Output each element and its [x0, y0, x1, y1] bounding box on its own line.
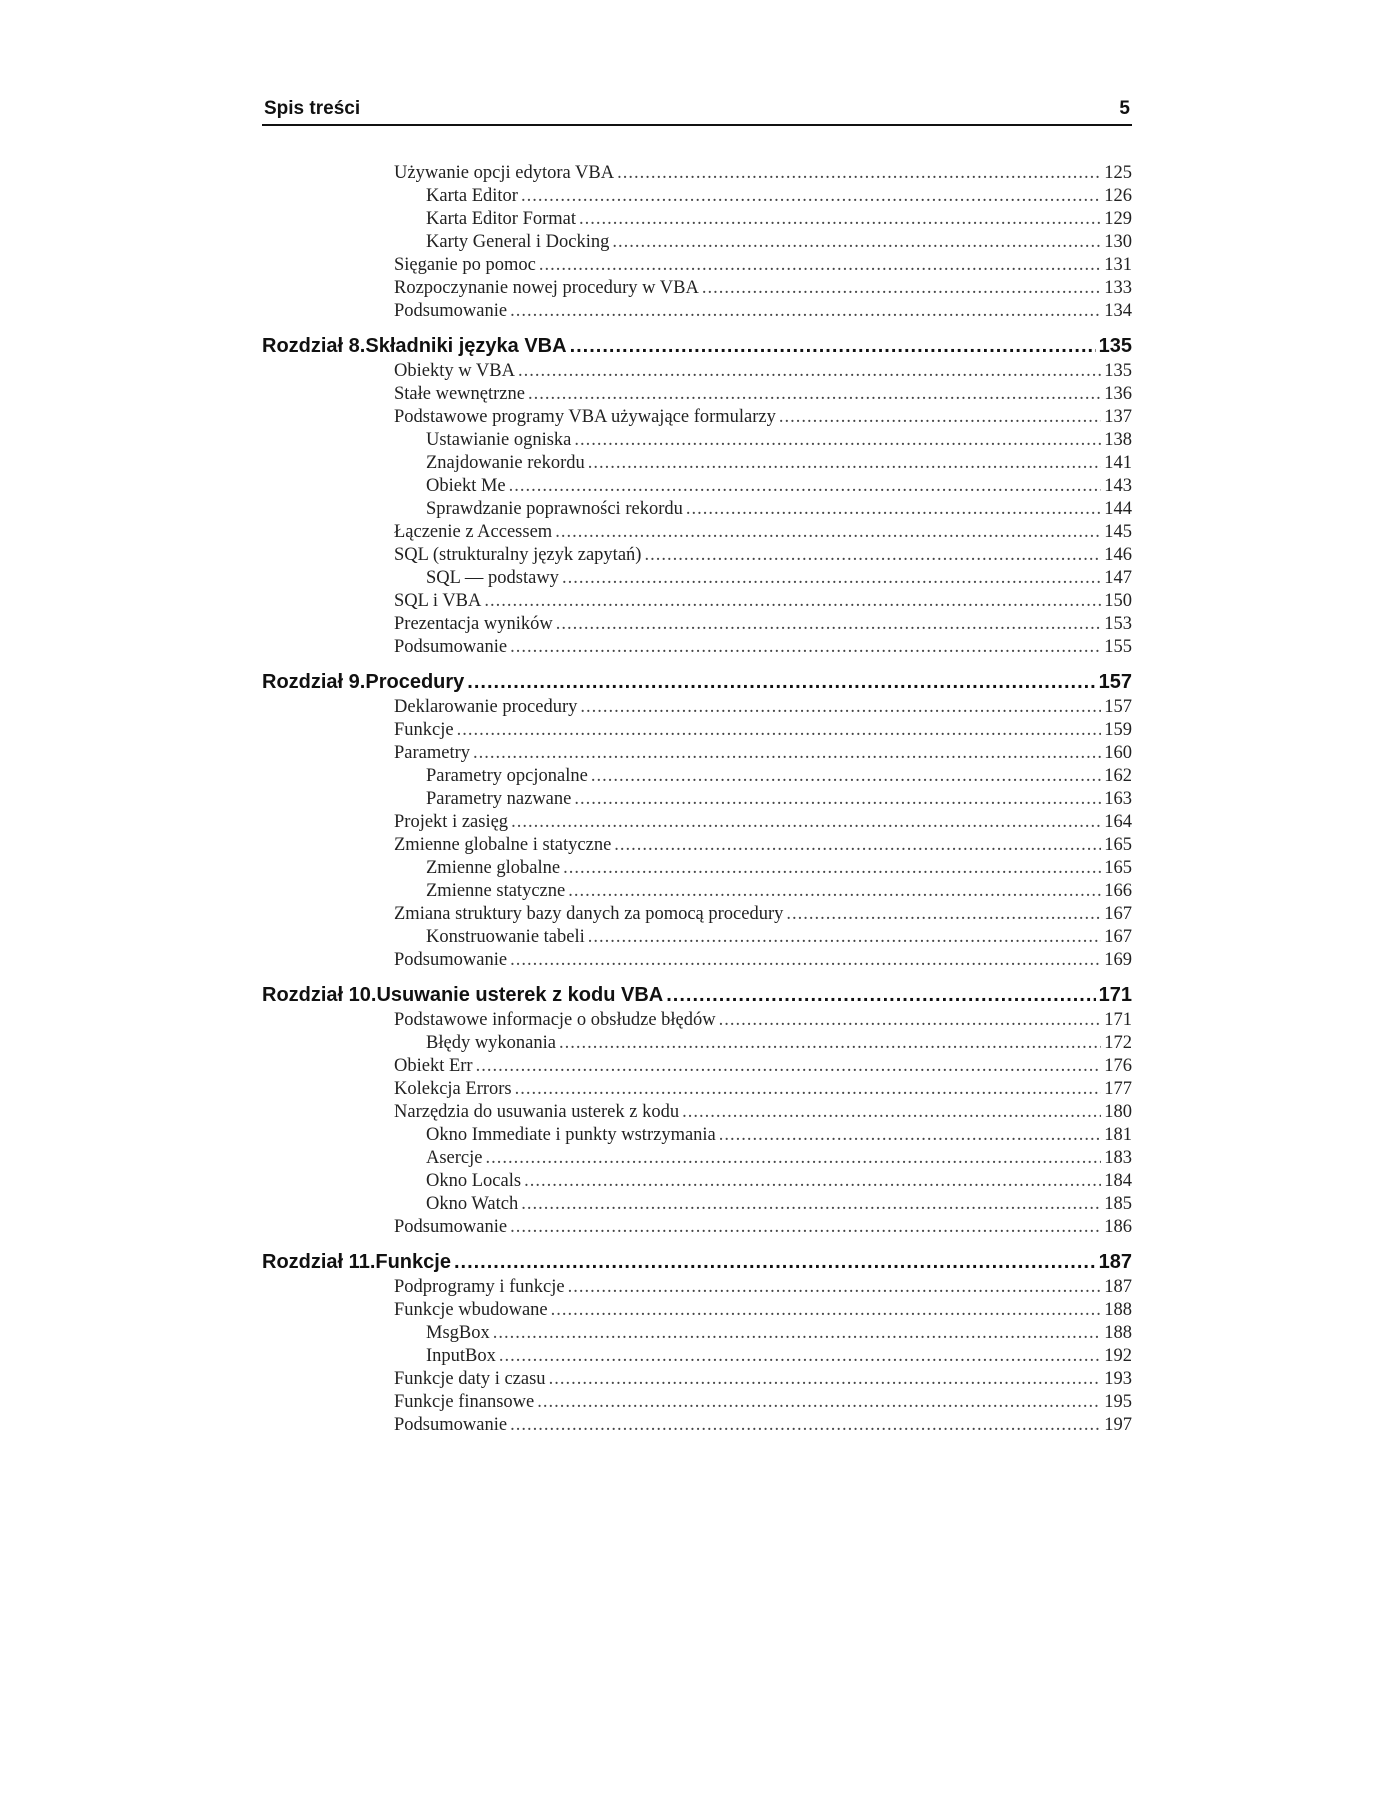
- entry-title: Parametry opcjonalne: [426, 766, 588, 786]
- dot-leader: [719, 1009, 1101, 1032]
- toc-subentry[interactable]: [262, 788, 1132, 811]
- entry-title: SQL i VBA: [394, 591, 482, 611]
- chapter-title: Składniki języka VBA: [365, 335, 567, 357]
- dot-leader: [528, 383, 1101, 406]
- toc-entry[interactable]: [262, 254, 1132, 277]
- entry-title: Karty General i Docking: [426, 232, 610, 252]
- dot-leader: [510, 636, 1101, 659]
- dot-leader: [786, 903, 1101, 926]
- entry-title: Obiekt Me: [426, 476, 506, 496]
- entry-title: Używanie opcji edytora VBA: [394, 163, 615, 183]
- entry-title: Podstawowe programy VBA używające formularzy: [394, 407, 776, 427]
- entry-title: InputBox: [426, 1346, 496, 1366]
- entry-title: Funkcje: [394, 720, 454, 740]
- entry-title: Podprogramy i funkcje: [394, 1277, 565, 1297]
- dot-leader: [574, 429, 1101, 452]
- entry-title: Parametry nazwane: [426, 789, 572, 809]
- chapter-heading[interactable]: [262, 332, 1132, 360]
- entry-title: Podsumowanie: [394, 301, 508, 321]
- toc-section: [262, 162, 1132, 323]
- toc-entry[interactable]: [262, 521, 1132, 544]
- entry-title: Ustawianie ogniska: [426, 430, 572, 450]
- chapter-heading[interactable]: [262, 1248, 1132, 1276]
- entry-title: Funkcje finansowe: [394, 1392, 535, 1412]
- chapter-heading[interactable]: [262, 668, 1132, 696]
- entry-page: 165: [1104, 835, 1132, 855]
- entry-page: 180: [1104, 1102, 1132, 1122]
- dot-leader: [563, 857, 1101, 880]
- entry-page: 133: [1104, 278, 1132, 298]
- toc-subentry[interactable]: [262, 1170, 1132, 1193]
- chapter-page: 171: [1098, 984, 1132, 1006]
- dot-leader: [555, 521, 1101, 544]
- dot-leader: [521, 185, 1101, 208]
- toc-entry[interactable]: [262, 1414, 1132, 1437]
- toc-subentry[interactable]: [262, 1124, 1132, 1147]
- dot-leader: [499, 1345, 1101, 1368]
- entry-page: 153: [1104, 614, 1132, 634]
- entry-title: Sięganie po pomoc: [394, 255, 536, 275]
- toc-entry[interactable]: [262, 277, 1132, 300]
- dot-leader: [473, 742, 1101, 765]
- section-gap: [262, 659, 1132, 668]
- entry-title: Kolekcja Errors: [394, 1079, 512, 1099]
- entry-page: 177: [1104, 1079, 1132, 1099]
- toc-entry[interactable]: [262, 300, 1132, 323]
- dot-leader: [510, 949, 1101, 972]
- section-gap: [262, 972, 1132, 981]
- section-gap: [262, 1239, 1132, 1248]
- entry-page: 160: [1104, 743, 1132, 763]
- toc-entry[interactable]: [262, 742, 1132, 765]
- toc-entry[interactable]: [262, 696, 1132, 719]
- entry-page: 186: [1104, 1217, 1132, 1237]
- entry-title: Funkcje daty i czasu: [394, 1369, 546, 1389]
- entry-page: 167: [1104, 927, 1132, 947]
- entry-title: Podsumowanie: [394, 637, 508, 657]
- dot-leader: [617, 162, 1101, 185]
- entry-title: Podsumowanie: [394, 1217, 508, 1237]
- toc-subentry[interactable]: [262, 429, 1132, 452]
- entry-title: Stałe wewnętrzne: [394, 384, 525, 404]
- entry-page: 150: [1104, 591, 1132, 611]
- entry-title: Obiekt Err: [394, 1056, 473, 1076]
- toc-section: [262, 668, 1132, 972]
- dot-leader: [779, 406, 1101, 429]
- toc-entry[interactable]: [262, 1276, 1132, 1299]
- entry-title: Zmienne globalne i statyczne: [394, 835, 612, 855]
- entry-title: Sprawdzanie poprawności rekordu: [426, 499, 683, 519]
- dot-leader: [457, 719, 1101, 742]
- entry-title: Okno Immediate i punkty wstrzymania: [426, 1125, 716, 1145]
- entry-page: 155: [1104, 637, 1132, 657]
- entry-page: 147: [1104, 568, 1132, 588]
- dot-leader: [549, 1368, 1101, 1391]
- entry-page: 169: [1104, 950, 1132, 970]
- toc-subentry[interactable]: [262, 1147, 1132, 1170]
- dot-leader: [588, 452, 1101, 475]
- chapter-label: Rozdział 11.: [262, 1251, 376, 1273]
- dot-leader: [493, 1322, 1101, 1345]
- dot-leader: [476, 1055, 1101, 1078]
- entry-page: 145: [1104, 522, 1132, 542]
- entry-page: 125: [1104, 163, 1132, 183]
- dot-leader: [518, 360, 1101, 383]
- toc-entry[interactable]: [262, 1299, 1132, 1322]
- chapter-title: Usuwanie usterek z kodu VBA: [376, 984, 664, 1006]
- toc-entry[interactable]: [262, 613, 1132, 636]
- toc-entry[interactable]: [262, 162, 1132, 185]
- chapter-title: Funkcje: [375, 1251, 451, 1273]
- entry-page: 171: [1104, 1010, 1132, 1030]
- dot-leader: [574, 788, 1101, 811]
- dot-leader: [509, 475, 1101, 498]
- dot-leader: [559, 1032, 1101, 1055]
- toc-entry[interactable]: [262, 1391, 1132, 1414]
- chapter-heading[interactable]: [262, 981, 1132, 1009]
- toc-subentry[interactable]: [262, 208, 1132, 231]
- entry-page: 144: [1104, 499, 1132, 519]
- toc-entry[interactable]: [262, 590, 1132, 613]
- toc-entry[interactable]: [262, 834, 1132, 857]
- toc-entry[interactable]: [262, 1101, 1132, 1124]
- entry-page: 163: [1104, 789, 1132, 809]
- entry-page: 195: [1104, 1392, 1132, 1412]
- toc-subentry[interactable]: [262, 1032, 1132, 1055]
- chapter-label: Rozdział 9.: [262, 671, 366, 693]
- toc-entry[interactable]: [262, 360, 1132, 383]
- toc-section: [262, 981, 1132, 1239]
- toc-entry[interactable]: [262, 544, 1132, 567]
- chapter-label: Rozdział 10.: [262, 984, 377, 1006]
- toc-entry[interactable]: [262, 1055, 1132, 1078]
- entry-title: SQL (strukturalny język zapytań): [394, 545, 642, 565]
- dot-leader: [454, 1248, 1096, 1276]
- dot-leader: [644, 544, 1101, 567]
- entry-title: Podstawowe informacje o obsłudze błędów: [394, 1010, 716, 1030]
- entry-page: 129: [1104, 209, 1132, 229]
- section-gap: [262, 323, 1132, 332]
- toc-section: [262, 332, 1132, 659]
- chapter-label: Rozdział 8.: [262, 335, 366, 357]
- toc-subentry[interactable]: [262, 1345, 1132, 1368]
- dot-leader: [682, 1101, 1101, 1124]
- entry-title: Zmiana struktury bazy danych za pomocą procedury: [394, 904, 784, 924]
- dot-leader: [510, 300, 1101, 323]
- toc-entry[interactable]: [262, 811, 1132, 834]
- dot-leader: [562, 567, 1101, 590]
- entry-title: Projekt i zasięg: [394, 812, 509, 832]
- entry-page: 183: [1104, 1148, 1132, 1168]
- entry-page: 136: [1104, 384, 1132, 404]
- entry-title: Okno Locals: [426, 1171, 522, 1191]
- entry-page: 192: [1104, 1346, 1132, 1366]
- toc-entry[interactable]: [262, 1078, 1132, 1101]
- dot-leader: [702, 277, 1101, 300]
- dot-leader: [614, 834, 1101, 857]
- dot-leader: [612, 231, 1101, 254]
- entry-title: Obiekty w VBA: [394, 361, 515, 381]
- entry-page: 185: [1104, 1194, 1132, 1214]
- entry-title: Parametry: [394, 743, 471, 763]
- toc-subentry[interactable]: [262, 567, 1132, 590]
- entry-page: 193: [1104, 1369, 1132, 1389]
- entry-title: Prezentacja wyników: [394, 614, 553, 634]
- entry-title: Karta Editor: [426, 186, 518, 206]
- entry-title: Zmienne globalne: [426, 858, 561, 878]
- entry-page: 162: [1104, 766, 1132, 786]
- entry-page: 159: [1104, 720, 1132, 740]
- dot-leader: [515, 1078, 1101, 1101]
- page-header: [262, 96, 1132, 126]
- toc-entry[interactable]: [262, 949, 1132, 972]
- toc-entry[interactable]: [262, 1216, 1132, 1239]
- toc-subentry[interactable]: [262, 498, 1132, 521]
- entry-title: Podsumowanie: [394, 1415, 508, 1435]
- toc-subentry[interactable]: [262, 1322, 1132, 1345]
- entry-title: Łączenie z Accessem: [394, 522, 553, 542]
- entry-page: 146: [1104, 545, 1132, 565]
- toc-entry[interactable]: [262, 383, 1132, 406]
- entry-title: Funkcje wbudowane: [394, 1300, 548, 1320]
- entry-page: 167: [1104, 904, 1132, 924]
- chapter-page: 157: [1098, 671, 1132, 693]
- toc-subentry[interactable]: [262, 475, 1132, 498]
- entry-title: Narzędzia do usuwania usterek z kodu: [394, 1102, 680, 1122]
- entry-page: 197: [1104, 1415, 1132, 1435]
- toc-entry[interactable]: [262, 636, 1132, 659]
- entry-page: 135: [1104, 361, 1132, 381]
- entry-page: 143: [1104, 476, 1132, 496]
- entry-page: 134: [1104, 301, 1132, 321]
- toc-entry[interactable]: [262, 719, 1132, 742]
- dot-leader: [570, 332, 1096, 360]
- dot-leader: [568, 880, 1101, 903]
- dot-leader: [524, 1170, 1101, 1193]
- dot-leader: [579, 208, 1101, 231]
- dot-leader: [467, 668, 1095, 696]
- toc-entry[interactable]: [262, 406, 1132, 429]
- entry-title: Deklarowanie procedury: [394, 697, 578, 717]
- dot-leader: [666, 981, 1095, 1009]
- toc-subentry[interactable]: [262, 926, 1132, 949]
- chapter-title: Procedury: [365, 671, 465, 693]
- entry-title: SQL — podstawy: [426, 568, 559, 588]
- toc-subentry[interactable]: [262, 1193, 1132, 1216]
- page-number: 5: [1119, 98, 1130, 119]
- dot-leader: [588, 926, 1101, 949]
- entry-page: 126: [1104, 186, 1132, 206]
- dot-leader: [486, 1147, 1102, 1170]
- entry-title: Okno Watch: [426, 1194, 519, 1214]
- dot-leader: [591, 765, 1101, 788]
- entry-page: 181: [1104, 1125, 1132, 1145]
- entry-title: Błędy wykonania: [426, 1033, 556, 1053]
- toc-entry[interactable]: [262, 1368, 1132, 1391]
- toc-subentry[interactable]: [262, 185, 1132, 208]
- toc-entry[interactable]: [262, 903, 1132, 926]
- entry-title: MsgBox: [426, 1323, 490, 1343]
- running-head-title: Spis treści: [264, 98, 361, 119]
- entry-page: 172: [1104, 1033, 1132, 1053]
- entry-page: 137: [1104, 407, 1132, 427]
- entry-page: 131: [1104, 255, 1132, 275]
- toc-entry[interactable]: [262, 1009, 1132, 1032]
- entry-page: 157: [1104, 697, 1132, 717]
- entry-page: 164: [1104, 812, 1132, 832]
- entry-title: Rozpoczynanie nowej procedury w VBA: [394, 278, 699, 298]
- entry-title: Zmienne statyczne: [426, 881, 566, 901]
- dot-leader: [556, 613, 1101, 636]
- toc-subentry[interactable]: [262, 857, 1132, 880]
- chapter-page: 187: [1098, 1251, 1132, 1273]
- dot-leader: [551, 1299, 1101, 1322]
- entry-title: Karta Editor Format: [426, 209, 577, 229]
- entry-page: 176: [1104, 1056, 1132, 1076]
- entry-title: Podsumowanie: [394, 950, 508, 970]
- dot-leader: [568, 1276, 1101, 1299]
- toc-subentry[interactable]: [262, 765, 1132, 788]
- dot-leader: [510, 1414, 1101, 1437]
- dot-leader: [539, 254, 1101, 277]
- dot-leader: [521, 1193, 1101, 1216]
- entry-page: 130: [1104, 232, 1132, 252]
- toc-subentry[interactable]: [262, 452, 1132, 475]
- entry-page: 141: [1104, 453, 1132, 473]
- entry-page: 184: [1104, 1171, 1132, 1191]
- dot-leader: [580, 696, 1101, 719]
- toc-subentry[interactable]: [262, 880, 1132, 903]
- entry-page: 188: [1104, 1323, 1132, 1343]
- entry-title: Znajdowanie rekordu: [426, 453, 585, 473]
- dot-leader: [686, 498, 1101, 521]
- chapter-page: 135: [1098, 335, 1132, 357]
- dot-leader: [484, 590, 1101, 613]
- entry-page: 138: [1104, 430, 1132, 450]
- toc-section: [262, 1248, 1132, 1437]
- dot-leader: [511, 811, 1101, 834]
- entry-page: 165: [1104, 858, 1132, 878]
- entry-page: 187: [1104, 1277, 1132, 1297]
- entry-page: 166: [1104, 881, 1132, 901]
- entry-title: Konstruowanie tabeli: [426, 927, 585, 947]
- entry-page: 188: [1104, 1300, 1132, 1320]
- entry-title: Asercje: [426, 1148, 483, 1168]
- dot-leader: [719, 1124, 1101, 1147]
- table-of-contents: [262, 162, 1132, 1437]
- dot-leader: [510, 1216, 1101, 1239]
- toc-subentry[interactable]: [262, 231, 1132, 254]
- dot-leader: [537, 1391, 1101, 1414]
